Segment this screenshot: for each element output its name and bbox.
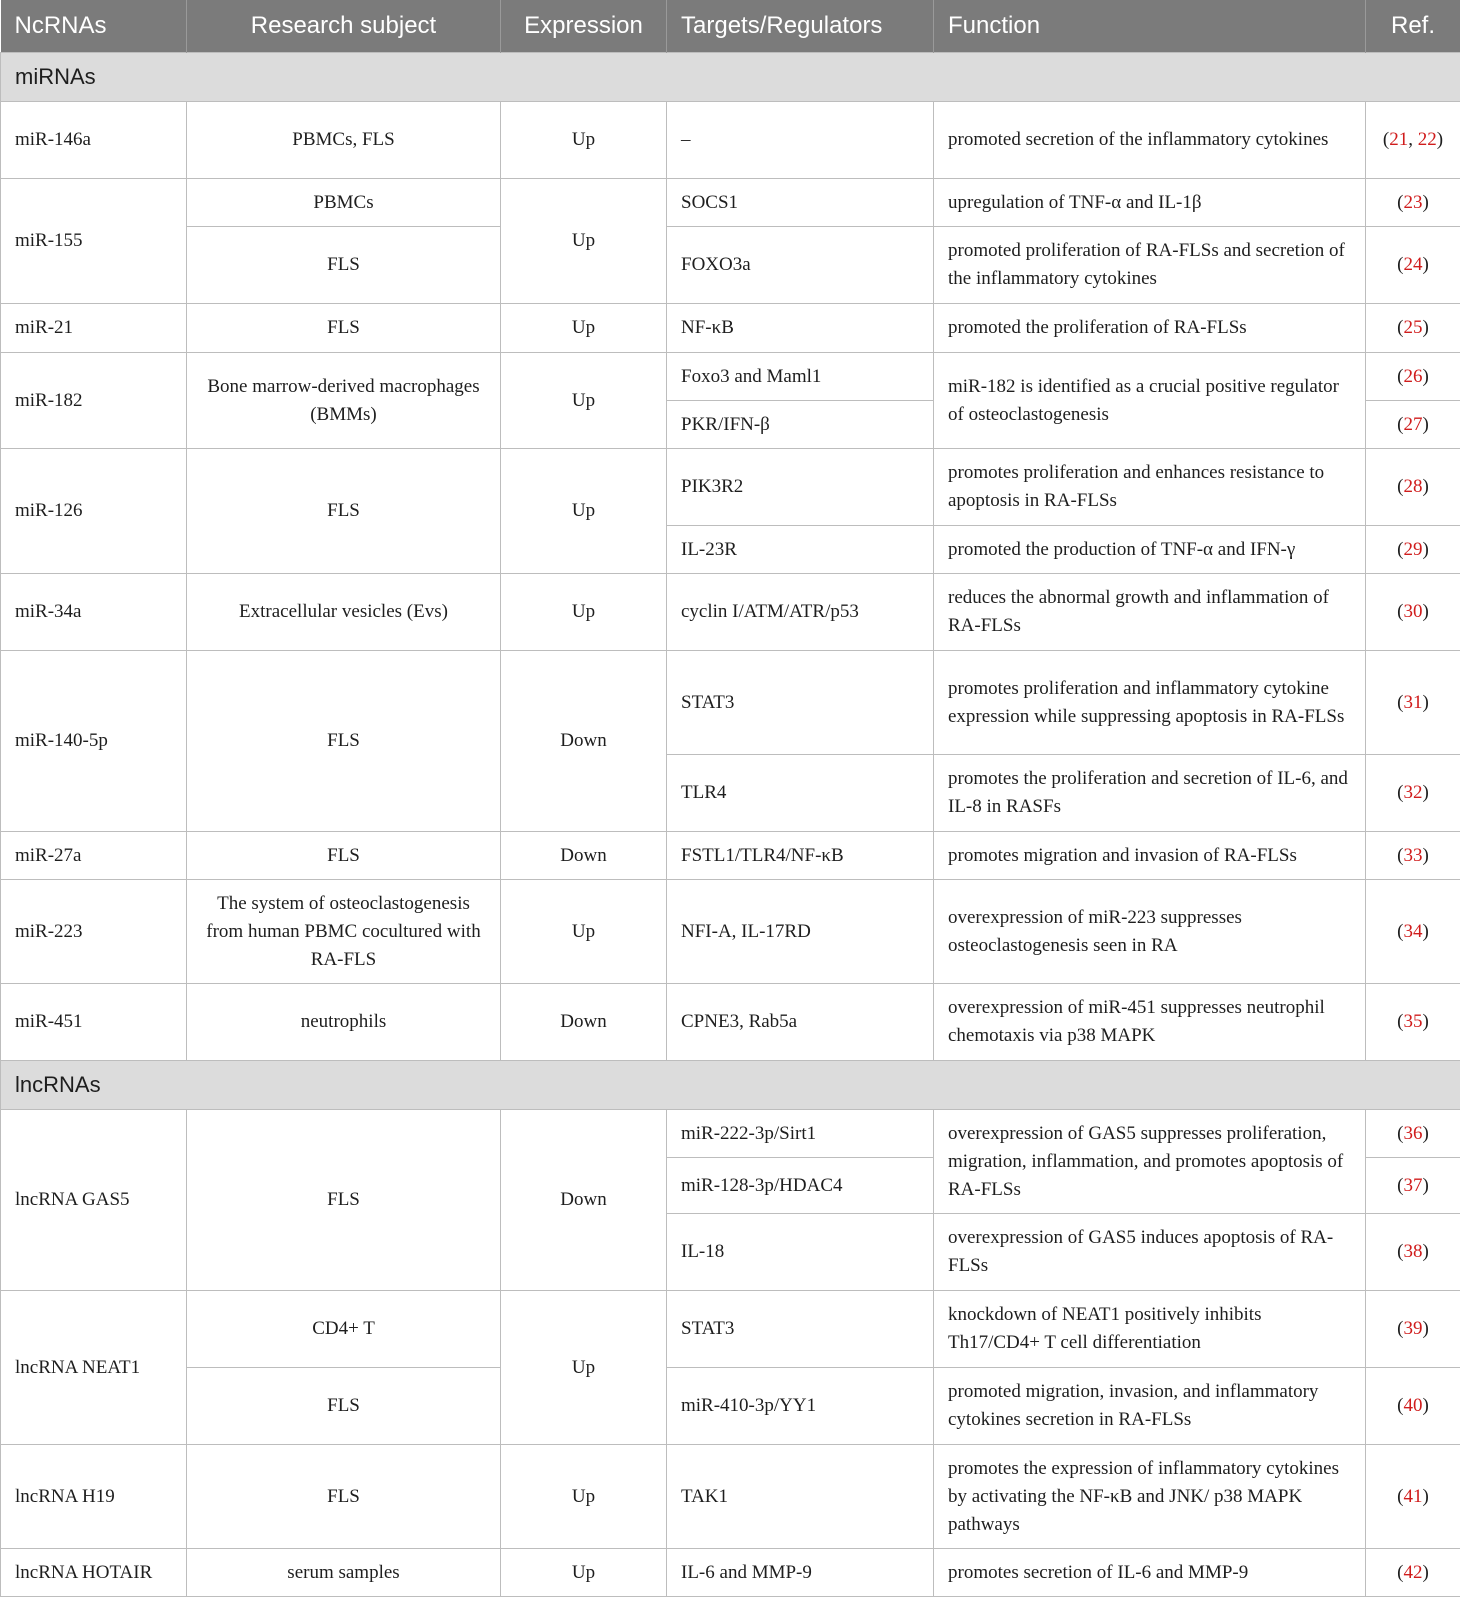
ref-link[interactable]: 35 xyxy=(1403,1011,1423,1032)
ref-link[interactable]: 41 xyxy=(1403,1485,1423,1507)
target-cell: PIK3R2 xyxy=(667,449,934,526)
ref-cell: (31) xyxy=(1366,651,1460,755)
table-row xyxy=(1,304,1460,353)
ref-cell: (34) xyxy=(1366,880,1460,984)
ref-link[interactable]: 40 xyxy=(1403,1395,1423,1416)
subject-cell: neutrophils xyxy=(187,984,501,1061)
target-cell: – xyxy=(667,102,934,179)
table-row xyxy=(1,227,1460,304)
table-row xyxy=(1,984,1460,1061)
ref-cell: (23) xyxy=(1366,179,1460,227)
ref-cell: (30) xyxy=(1366,574,1460,651)
expression-cell: Up xyxy=(501,102,667,179)
target-cell: NFI-A, IL-17RD xyxy=(667,880,934,984)
ref-link[interactable]: 31 xyxy=(1403,691,1423,713)
function-cell: promotes secretion of IL-6 and MMP-9 xyxy=(934,1549,1366,1597)
ref-cell: (37) xyxy=(1366,1158,1460,1214)
function-cell: knockdown of NEAT1 positively inhibits Th17/CD4+ T cell differentiation xyxy=(934,1291,1366,1368)
ncrna-cell: miR-146a xyxy=(1,102,187,179)
expression-cell: Up xyxy=(501,179,667,304)
target-cell: SOCS1 xyxy=(667,179,934,227)
ncrna-cell: miR-140-5p xyxy=(1,651,187,832)
ncrna-cell: miR-155 xyxy=(1,179,187,304)
expression-cell: Up xyxy=(501,1291,667,1445)
expression-cell: Down xyxy=(501,832,667,880)
ncrna-cell: lncRNA HOTAIR xyxy=(1,1549,187,1597)
header-ncrnas: NcRNAs xyxy=(1,0,187,53)
ref-cell: (39) xyxy=(1366,1291,1460,1368)
ref-cell: (28) xyxy=(1366,449,1460,526)
ref-cell: (38) xyxy=(1366,1214,1460,1291)
ref-link[interactable]: 36 xyxy=(1403,1122,1423,1144)
expression-cell: Up xyxy=(501,449,667,574)
subject-cell: FLS xyxy=(187,449,501,574)
expression-cell: Down xyxy=(501,651,667,832)
ref-link[interactable]: 27 xyxy=(1403,413,1423,435)
expression-cell: Down xyxy=(501,984,667,1061)
function-cell: promoted the proliferation of RA-FLSs xyxy=(934,304,1366,353)
ref-link[interactable]: 28 xyxy=(1403,476,1423,497)
table-row xyxy=(1,1445,1460,1549)
ncrna-cell: lncRNA H19 xyxy=(1,1445,187,1549)
ncrna-cell: lncRNA GAS5 xyxy=(1,1110,187,1291)
function-cell: upregulation of TNF-α and IL-1β xyxy=(934,179,1366,227)
function-cell: miR-182 is identified as a crucial positive regulator of osteoclastogenesis xyxy=(934,353,1366,449)
expression-cell: Up xyxy=(501,1445,667,1549)
subject-cell: FLS xyxy=(187,304,501,353)
ref-cell: (35) xyxy=(1366,984,1460,1061)
target-cell: TLR4 xyxy=(667,755,934,832)
target-cell: IL-18 xyxy=(667,1214,934,1291)
function-cell: promoted migration, invasion, and inflammatory cytokines secretion in RA-FLSs xyxy=(934,1368,1366,1445)
target-cell: FSTL1/TLR4/NF-κB xyxy=(667,832,934,880)
function-cell: overexpression of GAS5 suppresses proliferation, migration, inflammation, and promotes apoptosis of RA-FLSs xyxy=(934,1110,1366,1214)
ref-link[interactable]: 34 xyxy=(1403,920,1423,942)
subject-cell: FLS xyxy=(187,651,501,832)
expression-cell: Up xyxy=(501,880,667,984)
ncrna-cell: miR-21 xyxy=(1,304,187,353)
expression-cell: Up xyxy=(501,1549,667,1597)
table-row xyxy=(1,832,1460,880)
table-row xyxy=(1,353,1460,401)
target-cell: TAK1 xyxy=(667,1445,934,1549)
function-cell: promoted proliferation of RA-FLSs and secretion of the inflammatory cytokines xyxy=(934,227,1366,304)
table-row xyxy=(1,1110,1460,1158)
target-cell: CPNE3, Rab5a xyxy=(667,984,934,1061)
function-cell: promotes the proliferation and secretion of IL-6, and IL-8 in RASFs xyxy=(934,755,1366,832)
table-row xyxy=(1,102,1460,179)
ref-cell: (25) xyxy=(1366,304,1460,353)
ref-cell: (36) xyxy=(1366,1110,1460,1158)
expression-cell: Up xyxy=(501,304,667,353)
ref-cell: (24) xyxy=(1366,227,1460,304)
ncrna-cell: lncRNA NEAT1 xyxy=(1,1291,187,1445)
section-label: lncRNAs xyxy=(1,1061,1460,1110)
ref-link[interactable]: 22 xyxy=(1417,129,1437,150)
header-research-subject: Research subject xyxy=(187,0,501,53)
function-cell: reduces the abnormal growth and inflammation of RA-FLSs xyxy=(934,574,1366,651)
target-cell: miR-128-3p/HDAC4 xyxy=(667,1158,934,1214)
ref-link[interactable]: 30 xyxy=(1403,601,1423,622)
table-row xyxy=(1,179,1460,227)
target-cell: PKR/IFN-β xyxy=(667,401,934,449)
target-cell: STAT3 xyxy=(667,1291,934,1368)
table-row xyxy=(1,1549,1460,1597)
subject-cell: PBMCs, FLS xyxy=(187,102,501,179)
subject-cell: CD4+ T xyxy=(187,1291,501,1368)
expression-cell: Up xyxy=(501,574,667,651)
ref-cell: (41) xyxy=(1366,1445,1460,1549)
ref-link[interactable]: 39 xyxy=(1403,1318,1423,1339)
ref-link[interactable]: 38 xyxy=(1403,1241,1423,1262)
ref-cell: (27) xyxy=(1366,401,1460,449)
subject-cell: FLS xyxy=(187,832,501,880)
table-row xyxy=(1,651,1460,755)
ref-link[interactable]: 26 xyxy=(1403,365,1423,387)
table-row xyxy=(1,1368,1460,1445)
header-expression: Expression xyxy=(501,0,667,53)
ref-link[interactable]: 29 xyxy=(1403,538,1423,560)
target-cell: NF-κB xyxy=(667,304,934,353)
subject-cell: The system of osteoclastogenesis from human PBMC cocultured with RA-FLS xyxy=(187,880,501,984)
subject-cell: FLS xyxy=(187,227,501,304)
table-row xyxy=(1,574,1460,651)
ncrna-cell: miR-126 xyxy=(1,449,187,574)
table-row xyxy=(1,449,1460,526)
table-row xyxy=(1,1291,1460,1368)
ncrna-cell: miR-34a xyxy=(1,574,187,651)
section-row-lncrnas xyxy=(1,1061,1460,1110)
ref-link[interactable]: 42 xyxy=(1403,1561,1423,1583)
target-cell: IL-23R xyxy=(667,526,934,574)
ncrna-cell: miR-223 xyxy=(1,880,187,984)
header-targets: Targets/Regulators xyxy=(667,0,934,53)
ref-link[interactable]: 32 xyxy=(1403,782,1423,803)
ref-cell: (21, 22) xyxy=(1366,102,1460,179)
ncrna-cell: miR-182 xyxy=(1,353,187,449)
subject-cell: FLS xyxy=(187,1445,501,1549)
ref-link[interactable]: 37 xyxy=(1403,1174,1423,1196)
function-cell: promotes the expression of inflammatory cytokines by activating the NF-κB and JNK/ p38 MAPK pathways xyxy=(934,1445,1366,1549)
ncrna-cell: miR-451 xyxy=(1,984,187,1061)
function-cell: overexpression of miR-223 suppresses osteoclastogenesis seen in RA xyxy=(934,880,1366,984)
expression-cell: Up xyxy=(501,353,667,449)
ref-cell: (29) xyxy=(1366,526,1460,574)
target-cell: STAT3 xyxy=(667,651,934,755)
table-row xyxy=(1,880,1460,984)
ref-cell: (33) xyxy=(1366,832,1460,880)
subject-cell: FLS xyxy=(187,1110,501,1291)
target-cell: miR-410-3p/YY1 xyxy=(667,1368,934,1445)
header-function: Function xyxy=(934,0,1366,53)
ref-cell: (42) xyxy=(1366,1549,1460,1597)
function-cell: overexpression of GAS5 induces apoptosis of RA-FLSs xyxy=(934,1214,1366,1291)
subject-cell: Bone marrow-derived macrophages (BMMs) xyxy=(187,353,501,449)
target-cell: miR-222-3p/Sirt1 xyxy=(667,1110,934,1158)
expression-cell: Down xyxy=(501,1110,667,1291)
subject-cell: Extracellular vesicles (Evs) xyxy=(187,574,501,651)
ref-cell: (26) xyxy=(1366,353,1460,401)
ref-link[interactable]: 25 xyxy=(1403,317,1423,338)
subject-cell: PBMCs xyxy=(187,179,501,227)
target-cell: cyclin I/ATM/ATR/p53 xyxy=(667,574,934,651)
section-row-mirnas xyxy=(1,53,1460,102)
ref-cell: (40) xyxy=(1366,1368,1460,1445)
ncrna-cell: miR-27a xyxy=(1,832,187,880)
section-label: miRNAs xyxy=(1,53,1460,102)
subject-cell: FLS xyxy=(187,1368,501,1445)
function-cell: promotes proliferation and enhances resistance to apoptosis in RA-FLSs xyxy=(934,449,1366,526)
target-cell: Foxo3 and Maml1 xyxy=(667,353,934,401)
ref-link[interactable]: 33 xyxy=(1403,844,1423,866)
target-cell: IL-6 and MMP-9 xyxy=(667,1549,934,1597)
function-cell: overexpression of miR-451 suppresses neutrophil chemotaxis via p38 MAPK xyxy=(934,984,1366,1061)
header-ref: Ref. xyxy=(1366,0,1460,53)
function-cell: promotes proliferation and inflammatory cytokine expression while suppressing apoptosis in RA-FLSs xyxy=(934,651,1366,755)
function-cell: promoted the production of TNF-α and IFN-γ xyxy=(934,526,1366,574)
function-cell: promotes migration and invasion of RA-FLSs xyxy=(934,832,1366,880)
target-cell: FOXO3a xyxy=(667,227,934,304)
function-cell: promoted secretion of the inflammatory cytokines xyxy=(934,102,1366,179)
header-row xyxy=(1,0,1460,53)
ref-link[interactable]: 23 xyxy=(1403,191,1423,213)
subject-cell: serum samples xyxy=(187,1549,501,1597)
ref-link[interactable]: 24 xyxy=(1403,254,1423,275)
ref-link[interactable]: 21 xyxy=(1389,129,1409,150)
ref-cell: (32) xyxy=(1366,755,1460,832)
